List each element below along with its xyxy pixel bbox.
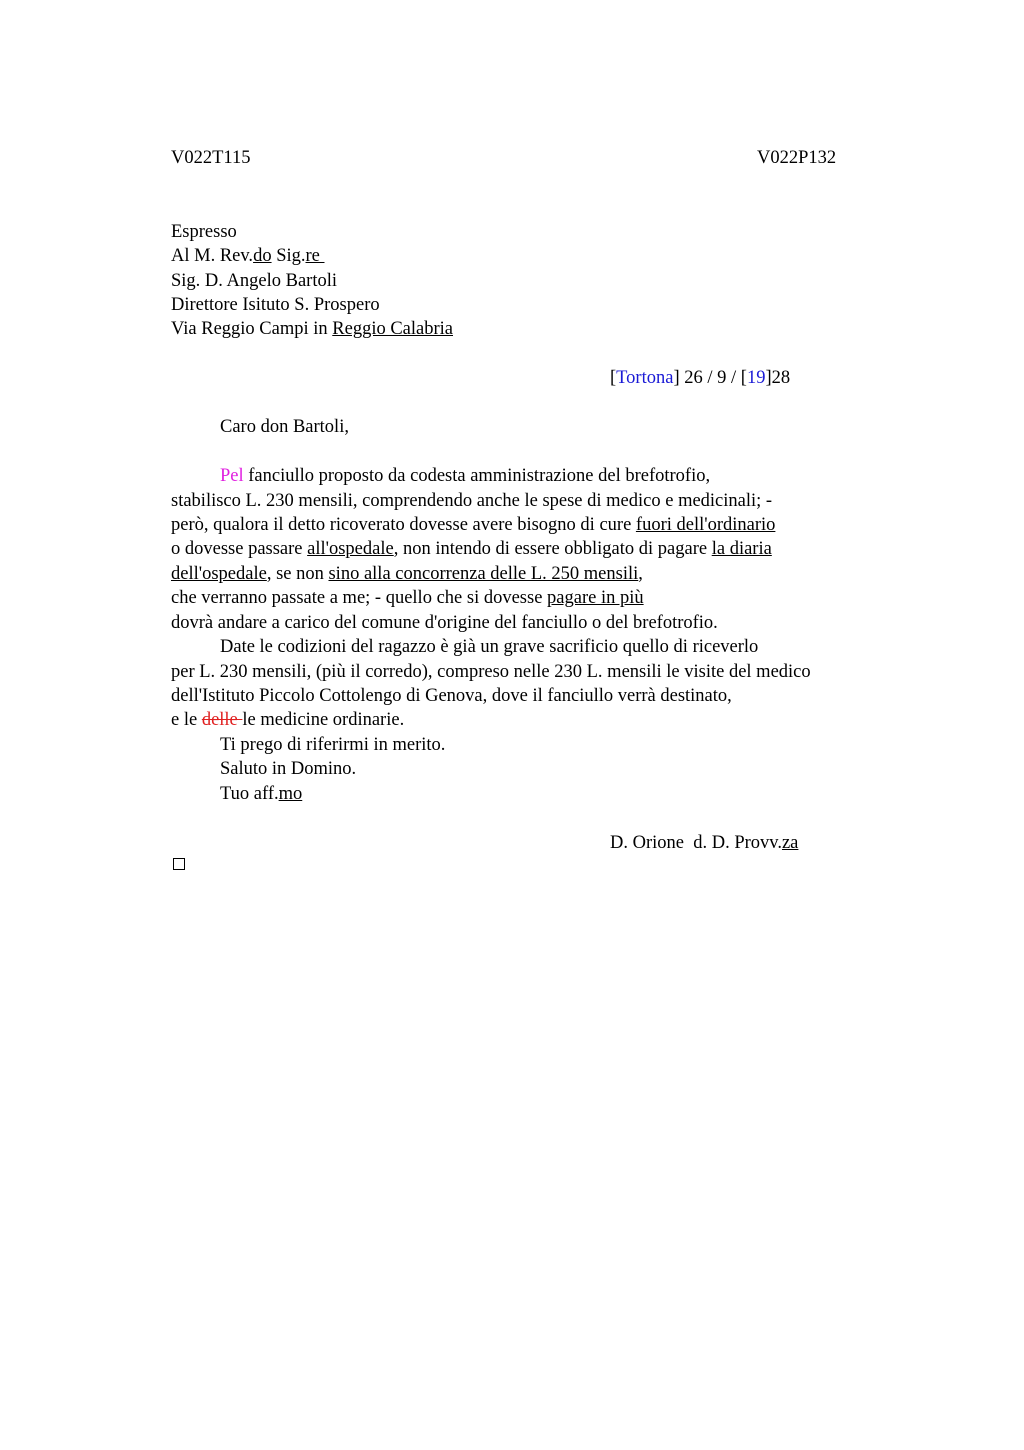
signature-text: D. Orione d. D. Provv.	[610, 833, 782, 853]
p2-line-2: per L. 230 mensili, (più il corredo), compreso nelle 230 L. mensili le visite del medico	[171, 662, 811, 682]
p1-line-5-underlined-c: sino alla concorrenza delle L. 250 mensili	[328, 564, 639, 584]
signature-superscript: za	[781, 833, 799, 853]
date-bracket-open: [	[610, 368, 617, 388]
address-line-1: Espresso	[171, 222, 237, 242]
p2-line-3: dell'Istituto Piccolo Cottolengo di Genova, dove il fanciullo verrà destinato,	[171, 686, 732, 706]
p1-line-4-text-a: o dovesse passare	[171, 539, 308, 559]
p1-line-5-text-d: ,	[638, 564, 643, 584]
address-line-2-superscript-do: do	[253, 246, 272, 266]
salutation: Caro don Bartoli,	[220, 417, 349, 437]
address-line-2-part-a: Al M. Rev.	[171, 246, 254, 266]
address-line-3: Sig. D. Angelo Bartoli	[171, 271, 337, 291]
p2-line-4-text-b: le medicine ordinarie.	[242, 710, 405, 730]
p1-line-7: dovrà andare a carico del comune d'origine del fanciullo o del brefotrofio.	[171, 613, 718, 633]
p1-line-5-underlined-a: dell'ospedale	[171, 564, 267, 584]
address-line-4: Direttore Isituto S. Prospero	[171, 295, 380, 315]
closing-line-3-text: Tuo aff.	[220, 784, 279, 804]
p2-line-4	[171, 708, 404, 732]
date-middle: ] 26 / 9 / [	[673, 368, 747, 388]
closing-line-1: Ti prego di riferirmi in merito.	[220, 735, 446, 755]
address-line-5	[171, 317, 453, 341]
p1-line-3-text: però, qualora il detto ricoverato dovesse avere bisogno di cure	[171, 515, 636, 535]
p1-line-1	[220, 464, 710, 488]
p1-line-5	[171, 562, 643, 586]
address-line-2	[171, 244, 325, 268]
p1-line-3-underlined: fuori dell'ordinario	[635, 515, 776, 535]
p1-line-4-underlined-diaria: la diaria	[711, 539, 772, 559]
closing-line-3-superscript: mo	[278, 784, 303, 804]
letter-date	[610, 366, 790, 390]
p1-line-1-text: fanciullo proposto da codesta amministrazione del brefotrofio,	[243, 466, 711, 486]
address-line-2-superscript-re: re	[305, 246, 325, 266]
header-left-code: V022T115	[171, 148, 251, 168]
date-century: 19	[746, 368, 766, 388]
p1-line-6	[171, 586, 644, 610]
p1-line-4-text-c: , non intendo di essere obbligato di pagare	[393, 539, 712, 559]
p2-line-4-deleted-word: delle	[201, 710, 243, 730]
address-line-2-part-c: Sig.	[271, 246, 306, 266]
address-line-5-part-a: Via Reggio Campi in	[171, 319, 333, 339]
signature	[610, 831, 798, 855]
p1-line-6-underlined: pagare in più	[547, 588, 644, 608]
p1-line-5-text-b: , se non	[266, 564, 329, 584]
p1-line-2: stabilisco L. 230 mensili, comprendendo anche le spese di medico e medicinali; -	[171, 491, 773, 511]
p1-line-4-underlined-hospital: all'ospedale	[307, 539, 394, 559]
p2-line-1: Date le codizioni del ragazzo è già un grave sacrificio quello di riceverlo	[220, 637, 759, 657]
address-city: Reggio Calabria	[332, 319, 453, 339]
date-end: ]28	[765, 368, 791, 388]
p1-line-1-editorial-word: Pel	[220, 466, 244, 486]
closing-line-2: Saluto in Domino.	[220, 759, 357, 779]
square-box-icon	[173, 858, 185, 870]
p1-line-4	[171, 537, 772, 561]
closing-line-3	[220, 782, 302, 806]
p2-line-4-text-a: e le	[171, 710, 202, 730]
p1-line-6-text: che verranno passate a me; - quello che si dovesse	[171, 588, 548, 608]
header-right-code: V022P132	[757, 148, 837, 168]
date-place: Tortona	[616, 368, 674, 388]
p1-line-3	[171, 513, 775, 537]
